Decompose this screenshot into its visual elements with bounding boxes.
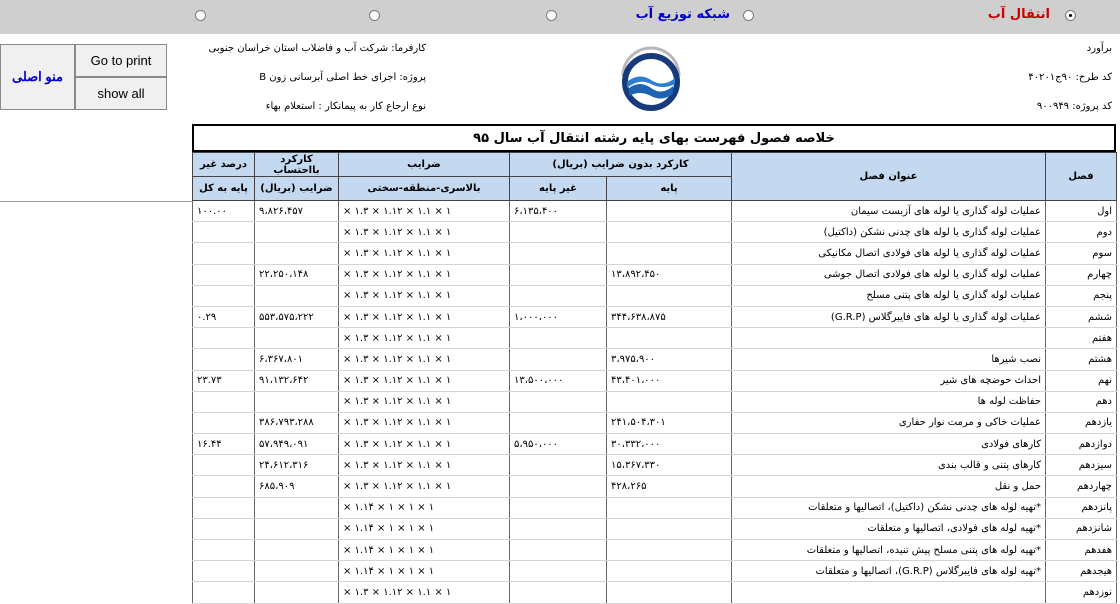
cell-coefficients[interactable]: × ۱.۱۴ × ۱ × ۱ × ۱ <box>339 497 510 518</box>
table-title: خلاصه فصول فهرست بهای پایه رشته انتقال آب سال ۹۵ <box>192 124 1116 152</box>
radio-water-distribution-label[interactable]: شبکه توزیع آب <box>635 7 730 22</box>
table-row <box>193 349 1117 370</box>
cell-chapter-title[interactable]: حفاظت لوله ها <box>732 391 1046 412</box>
cell-chapter-title[interactable]: *تهیه لوله های فولادی، اتصالیها و متعلقات <box>732 518 1046 539</box>
table-row <box>193 434 1117 455</box>
cell-non-base-percent[interactable] <box>193 349 255 370</box>
cell-base[interactable] <box>607 582 732 603</box>
cell-work-with-coef[interactable] <box>255 582 339 603</box>
cell-chapter[interactable]: پنجم <box>1046 285 1117 306</box>
contract-type: نوع ارجاع کار به پیمانکار : استعلام بهاء <box>265 101 426 112</box>
cell-non-base[interactable] <box>510 497 607 518</box>
cell-non-base[interactable] <box>510 476 607 497</box>
cell-base[interactable]: ۲۴۱،۵۰۴،۳۰۱ <box>607 412 732 433</box>
cell-chapter[interactable]: نوزدهم <box>1046 582 1117 603</box>
cell-coefficients[interactable]: × ۱.۳ × ۱.۱۲ × ۱.۱ × ۱ <box>339 201 510 222</box>
cell-chapter-title[interactable]: عملیات لوله گذاری یا لوله های پتنی مسلح <box>732 285 1046 306</box>
main-menu-button[interactable]: منو اصلی <box>0 44 75 110</box>
cell-chapter-title[interactable]: کارهای فولادی <box>732 434 1046 455</box>
cell-chapter[interactable]: چهاردهم <box>1046 476 1117 497</box>
cell-chapter[interactable]: دوم <box>1046 222 1117 243</box>
cell-work-with-coef[interactable] <box>255 561 339 582</box>
radio-option-4[interactable] <box>369 10 380 21</box>
cell-non-base-percent[interactable] <box>193 412 255 433</box>
cell-non-base[interactable] <box>510 391 607 412</box>
cell-chapter-title[interactable]: نصب شیرها <box>732 349 1046 370</box>
table-row <box>193 391 1117 412</box>
go-to-print-button[interactable]: Go to print <box>75 44 167 77</box>
cell-chapter-title[interactable]: عملیات لوله گذاری یا لوله های آزبست سیمان <box>732 201 1046 222</box>
cell-non-base[interactable] <box>510 412 607 433</box>
cell-coefficients[interactable]: × ۱.۳ × ۱.۱۲ × ۱.۱ × ۱ <box>339 370 510 391</box>
cell-work-with-coef[interactable]: ۶،۳۶۷،۸۰۱ <box>255 349 339 370</box>
summary-table-container <box>192 124 1116 604</box>
cell-coefficients[interactable]: × ۱.۳ × ۱.۱۲ × ۱.۱ × ۱ <box>339 434 510 455</box>
cell-non-base[interactable] <box>510 582 607 603</box>
cell-base[interactable]: ۳،۹۷۵،۹۰۰ <box>607 349 732 370</box>
cell-chapter[interactable]: سوم <box>1046 243 1117 264</box>
cell-non-base[interactable]: ۱،۰۰۰،۰۰۰ <box>510 306 607 327</box>
cell-chapter[interactable]: سیزدهم <box>1046 455 1117 476</box>
cell-chapter-title[interactable]: احداث حوضچه های شیر <box>732 370 1046 391</box>
header-work-with-coef: کارکرد بااحتساب <box>255 153 339 177</box>
table-row <box>193 518 1117 539</box>
cell-coefficients[interactable]: × ۱.۳ × ۱.۱۲ × ۱.۱ × ۱ <box>339 222 510 243</box>
header-coefficients: ضرایب <box>339 153 510 177</box>
cell-chapter[interactable]: یازدهم <box>1046 412 1117 433</box>
cell-base[interactable] <box>607 201 732 222</box>
cell-work-with-coef[interactable] <box>255 540 339 561</box>
table-row <box>193 243 1117 264</box>
cell-non-base-percent[interactable] <box>193 476 255 497</box>
cell-base[interactable]: ۱۵،۳۶۷،۳۳۰ <box>607 455 732 476</box>
cell-non-base-percent[interactable]: ۰.۲۹ <box>193 306 255 327</box>
cell-non-base-percent[interactable] <box>193 285 255 306</box>
cell-work-with-coef[interactable]: ۲۴،۶۱۲،۳۱۶ <box>255 455 339 476</box>
header-base-to-total: پایه به کل <box>193 177 255 201</box>
show-all-button[interactable]: show all <box>75 77 167 110</box>
cell-non-base[interactable] <box>510 328 607 349</box>
cell-chapter[interactable]: هفتم <box>1046 328 1117 349</box>
cell-work-with-coef[interactable]: ۹۱،۱۳۲،۶۴۲ <box>255 370 339 391</box>
radio-water-distribution[interactable] <box>743 10 754 21</box>
cell-chapter[interactable]: پانزدهم <box>1046 497 1117 518</box>
cell-base[interactable]: ۱۳،۸۹۲،۴۵۰ <box>607 264 732 285</box>
cell-base[interactable]: ۳۰،۳۳۲،۰۰۰ <box>607 434 732 455</box>
radio-water-transfer[interactable] <box>1065 10 1076 21</box>
cell-chapter-title[interactable]: *تهیه لوله های فایبرگلاس (G.R.P)، اتصالیها و متعلقات <box>732 561 1046 582</box>
radio-option-5[interactable] <box>195 10 206 21</box>
cell-work-with-coef[interactable] <box>255 285 339 306</box>
cell-non-base[interactable] <box>510 455 607 476</box>
header-chapter-title: عنوان فصل <box>732 153 1046 201</box>
project-code: کد پروژه: ۹۰۰۹۴۹ <box>1036 101 1112 112</box>
cell-coefficients[interactable]: × ۱.۳ × ۱.۱۲ × ۱.۱ × ۱ <box>339 306 510 327</box>
cell-coefficients[interactable]: × ۱.۳ × ۱.۱۲ × ۱.۱ × ۱ <box>339 243 510 264</box>
cell-chapter[interactable]: اول <box>1046 201 1117 222</box>
cell-non-base[interactable] <box>510 561 607 582</box>
cell-base[interactable] <box>607 497 732 518</box>
cell-non-base[interactable] <box>510 243 607 264</box>
cell-chapter-title[interactable]: کارهای پتنی و قالب بندی <box>732 455 1046 476</box>
summary-table <box>192 152 1117 604</box>
cell-non-base-percent[interactable] <box>193 222 255 243</box>
left-divider-line <box>0 201 192 202</box>
cell-non-base[interactable] <box>510 540 607 561</box>
table-row <box>193 285 1117 306</box>
table-row <box>193 306 1117 327</box>
cell-base[interactable] <box>607 540 732 561</box>
cell-non-base-percent[interactable] <box>193 264 255 285</box>
table-body <box>193 201 1117 604</box>
cell-chapter[interactable]: نهم <box>1046 370 1117 391</box>
cell-non-base[interactable]: ۵،۹۵۰،۰۰۰ <box>510 434 607 455</box>
header-work-without-coef: کارکرد بدون ضرایب (بریال) <box>510 153 732 177</box>
cell-work-with-coef[interactable] <box>255 328 339 349</box>
cell-coefficients[interactable]: × ۱.۳ × ۱.۱۲ × ۱.۱ × ۱ <box>339 412 510 433</box>
estimate-label: برآورد <box>1086 43 1112 54</box>
cell-coefficients[interactable]: × ۱.۳ × ۱.۱۲ × ۱.۱ × ۱ <box>339 285 510 306</box>
table-row <box>193 222 1117 243</box>
radio-water-transfer-label[interactable]: انتقال آب <box>987 7 1050 22</box>
table-row <box>193 497 1117 518</box>
cell-coefficients[interactable]: × ۱.۳ × ۱.۱۲ × ۱.۱ × ۱ <box>339 349 510 370</box>
cell-base[interactable] <box>607 561 732 582</box>
cell-base[interactable] <box>607 391 732 412</box>
cell-chapter[interactable]: ششم <box>1046 306 1117 327</box>
table-row <box>193 455 1117 476</box>
cell-chapter[interactable]: هیجدهم <box>1046 561 1117 582</box>
cell-coefficients[interactable]: × ۱.۳ × ۱.۱۲ × ۱.۱ × ۱ <box>339 476 510 497</box>
header-coef-detail: بالاسری-منطقه-سختی <box>339 177 510 201</box>
cell-coefficients[interactable]: × ۱.۳ × ۱.۱۲ × ۱.۱ × ۱ <box>339 582 510 603</box>
cell-non-base-percent[interactable] <box>193 391 255 412</box>
cell-non-base-percent[interactable] <box>193 561 255 582</box>
cell-non-base[interactable] <box>510 518 607 539</box>
header-coef-rial: ضرایب (بریال) <box>255 177 339 201</box>
cell-non-base-percent[interactable]: ۱۶.۴۴ <box>193 434 255 455</box>
cell-coefficients[interactable]: × ۱.۳ × ۱.۱۲ × ۱.۱ × ۱ <box>339 264 510 285</box>
cell-base[interactable]: ۴۳،۴۰۱،۰۰۰ <box>607 370 732 391</box>
cell-non-base[interactable]: ۶،۱۳۵،۴۰۰ <box>510 201 607 222</box>
cell-chapter[interactable]: هشتم <box>1046 349 1117 370</box>
cell-non-base-percent[interactable]: ۱۰۰.۰۰ <box>193 201 255 222</box>
header-base: پایه <box>607 177 732 201</box>
cell-chapter-title[interactable]: *تهیه لوله های چدنی نشکن (داکتیل)، اتصالیها و متعلقات <box>732 497 1046 518</box>
cell-work-with-coef[interactable] <box>255 222 339 243</box>
cell-work-with-coef[interactable]: ۳۸۶،۷۹۳،۲۸۸ <box>255 412 339 433</box>
table-row <box>193 582 1117 603</box>
table-row <box>193 370 1117 391</box>
cell-base[interactable]: ۴۲۸،۲۶۵ <box>607 476 732 497</box>
cell-non-base-percent[interactable] <box>193 540 255 561</box>
cell-chapter[interactable]: هفدهم <box>1046 540 1117 561</box>
header-non-base-percent: درصد غیر <box>193 153 255 177</box>
header-chapter: فصل <box>1046 153 1117 201</box>
table-row <box>193 412 1117 433</box>
mode-selector-bar <box>0 0 1120 34</box>
cell-base[interactable] <box>607 222 732 243</box>
cell-non-base-percent[interactable] <box>193 455 255 476</box>
cell-chapter-title[interactable]: عملیات لوله گذاری یا لوله های فایبرگلاس (G.R.P) <box>732 306 1046 327</box>
cell-work-with-coef[interactable] <box>255 497 339 518</box>
cell-chapter[interactable]: دهم <box>1046 391 1117 412</box>
cell-chapter-title[interactable]: *تهیه لوله های پتنی مسلح پیش تنیده، اتصالیها و متعلقات <box>732 540 1046 561</box>
project-name: پروژه: اجرای خط اصلی آبرسانی زون B <box>259 72 426 83</box>
cell-coefficients[interactable]: × ۱.۳ × ۱.۱۲ × ۱.۱ × ۱ <box>339 391 510 412</box>
cell-base[interactable] <box>607 243 732 264</box>
cell-non-base[interactable]: ۱۳،۵۰۰،۰۰۰ <box>510 370 607 391</box>
cell-coefficients[interactable]: × ۱.۳ × ۱.۱۲ × ۱.۱ × ۱ <box>339 455 510 476</box>
table-row <box>193 264 1117 285</box>
cell-work-with-coef[interactable]: ۵۷،۹۴۹،۰۹۱ <box>255 434 339 455</box>
cell-non-base-percent[interactable]: ۲۳.۷۳ <box>193 370 255 391</box>
cell-work-with-coef[interactable]: ۹،۸۲۶،۴۵۷ <box>255 201 339 222</box>
cell-base[interactable] <box>607 285 732 306</box>
cell-work-with-coef[interactable] <box>255 518 339 539</box>
cell-work-with-coef[interactable]: ۲۲،۲۵۰،۱۴۸ <box>255 264 339 285</box>
employer: کارفرما: شرکت آب و فاضلاب استان خراسان جنوبی <box>208 43 426 54</box>
cell-non-base-percent[interactable] <box>193 243 255 264</box>
cell-chapter-title[interactable]: حمل و نقل <box>732 476 1046 497</box>
header-non-base: غیر پایه <box>510 177 607 201</box>
cell-chapter-title[interactable]: عملیات لوله گذاری یا لوله های فولادی اتصال مکانیکی <box>732 243 1046 264</box>
plan-code: کد طرح: ۹۰ج۴۰۲۰۱ <box>1028 72 1112 83</box>
cell-coefficients[interactable]: × ۱.۱۴ × ۱ × ۱ × ۱ <box>339 561 510 582</box>
radio-option-3[interactable] <box>546 10 557 21</box>
cell-non-base[interactable] <box>510 349 607 370</box>
cell-chapter[interactable]: چهارم <box>1046 264 1117 285</box>
table-row <box>193 561 1117 582</box>
cell-non-base-percent[interactable] <box>193 497 255 518</box>
cell-work-with-coef[interactable] <box>255 391 339 412</box>
cell-non-base-percent[interactable] <box>193 328 255 349</box>
cell-base[interactable]: ۳۴۴،۶۳۸،۸۷۵ <box>607 306 732 327</box>
cell-non-base-percent[interactable] <box>193 582 255 603</box>
table-row <box>193 540 1117 561</box>
cell-work-with-coef[interactable]: ۵۵۳،۵۷۵،۲۲۲ <box>255 306 339 327</box>
cell-chapter-title[interactable] <box>732 582 1046 603</box>
cell-work-with-coef[interactable] <box>255 243 339 264</box>
cell-chapter[interactable]: دوازدهم <box>1046 434 1117 455</box>
table-row <box>193 476 1117 497</box>
cell-chapter-title[interactable]: عملیات لوله گذاری یا لوله های چدنی نشکن (داکتیل) <box>732 222 1046 243</box>
table-row <box>193 201 1117 222</box>
cell-coefficients[interactable]: × ۱.۱۴ × ۱ × ۱ × ۱ <box>339 540 510 561</box>
cell-base[interactable] <box>607 328 732 349</box>
cell-non-base[interactable] <box>510 222 607 243</box>
cell-coefficients[interactable]: × ۱.۱۴ × ۱ × ۱ × ۱ <box>339 518 510 539</box>
cell-non-base[interactable] <box>510 285 607 306</box>
cell-chapter-title[interactable]: عملیات لوله گذاری یا لوله های فولادی اتصال جوشی <box>732 264 1046 285</box>
cell-coefficients[interactable]: × ۱.۳ × ۱.۱۲ × ۱.۱ × ۱ <box>339 328 510 349</box>
cell-non-base-percent[interactable] <box>193 518 255 539</box>
cell-chapter-title[interactable]: عملیات خاکی و مرمت نوار حفاری <box>732 412 1046 433</box>
cell-non-base[interactable] <box>510 264 607 285</box>
table-row <box>193 328 1117 349</box>
company-logo <box>613 36 689 116</box>
cell-chapter[interactable]: شانزدهم <box>1046 518 1117 539</box>
cell-base[interactable] <box>607 518 732 539</box>
cell-work-with-coef[interactable]: ۶۸۵،۹۰۹ <box>255 476 339 497</box>
cell-chapter-title[interactable] <box>732 328 1046 349</box>
